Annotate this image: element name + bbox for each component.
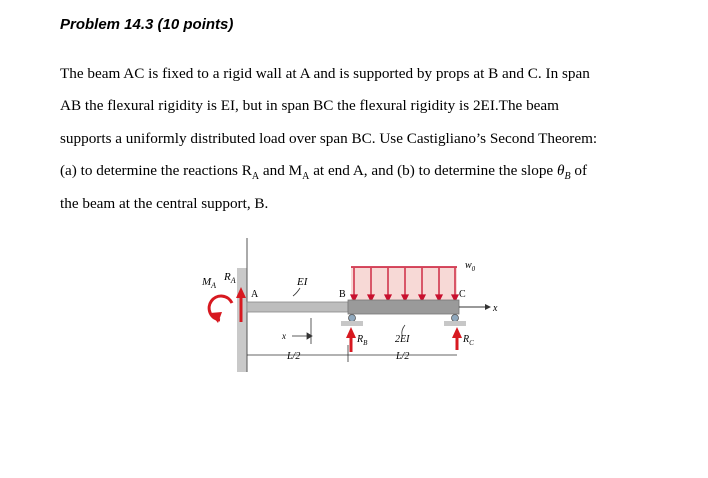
label-w0: $w_0$ <box>465 260 476 273</box>
beam-span-bc <box>348 300 459 314</box>
support-b <box>341 315 363 327</box>
moment-arrow-ma <box>209 296 232 320</box>
label-ra: $R_A$ <box>224 271 236 285</box>
label-l2-right: L/2 <box>396 351 410 362</box>
label-x-left: x <box>282 331 286 341</box>
x-axis-arrowhead <box>485 304 491 310</box>
label-2ei: 2EI <box>395 334 410 345</box>
reaction-arrow-rb <box>346 327 356 352</box>
statement-line-1: The beam AC is fixed to a rigid wall at A and is supported by props at B and C. In span <box>60 65 590 82</box>
label-ei: EI <box>297 276 308 288</box>
label-ei-leader <box>293 288 300 296</box>
statement-line-3: supports a uniformly distributed load over span BC. Use Castigliano’s Second Theorem: <box>60 129 598 147</box>
label-b: B <box>339 289 346 300</box>
label-rb: $R_B$ <box>357 334 368 347</box>
problem-title: Problem 14.3 (10 points) <box>60 16 234 33</box>
label-c: C <box>459 289 466 300</box>
reaction-arrow-rc <box>452 327 462 350</box>
label-l2-left: L/2 <box>287 351 301 362</box>
beam-span-ab <box>247 302 348 312</box>
label-ma: $M_A$ <box>202 276 217 290</box>
statement-line-2: AB the flexural rigidity is EI, but in span BC the flexural rigidity is 2EI.The beam <box>60 97 559 115</box>
statement-line-4: (a) to determine the reactions $R_A$ and $M_A$ at end A, and (b) to determine the slope $\theta_B$ of <box>60 162 587 183</box>
label-a: A <box>251 289 259 300</box>
label-rc: $R_C$ <box>463 334 474 347</box>
x-axis-label: x <box>493 303 498 314</box>
statement-line-5: the beam at the central support, B. <box>60 194 269 212</box>
support-c <box>444 315 466 327</box>
